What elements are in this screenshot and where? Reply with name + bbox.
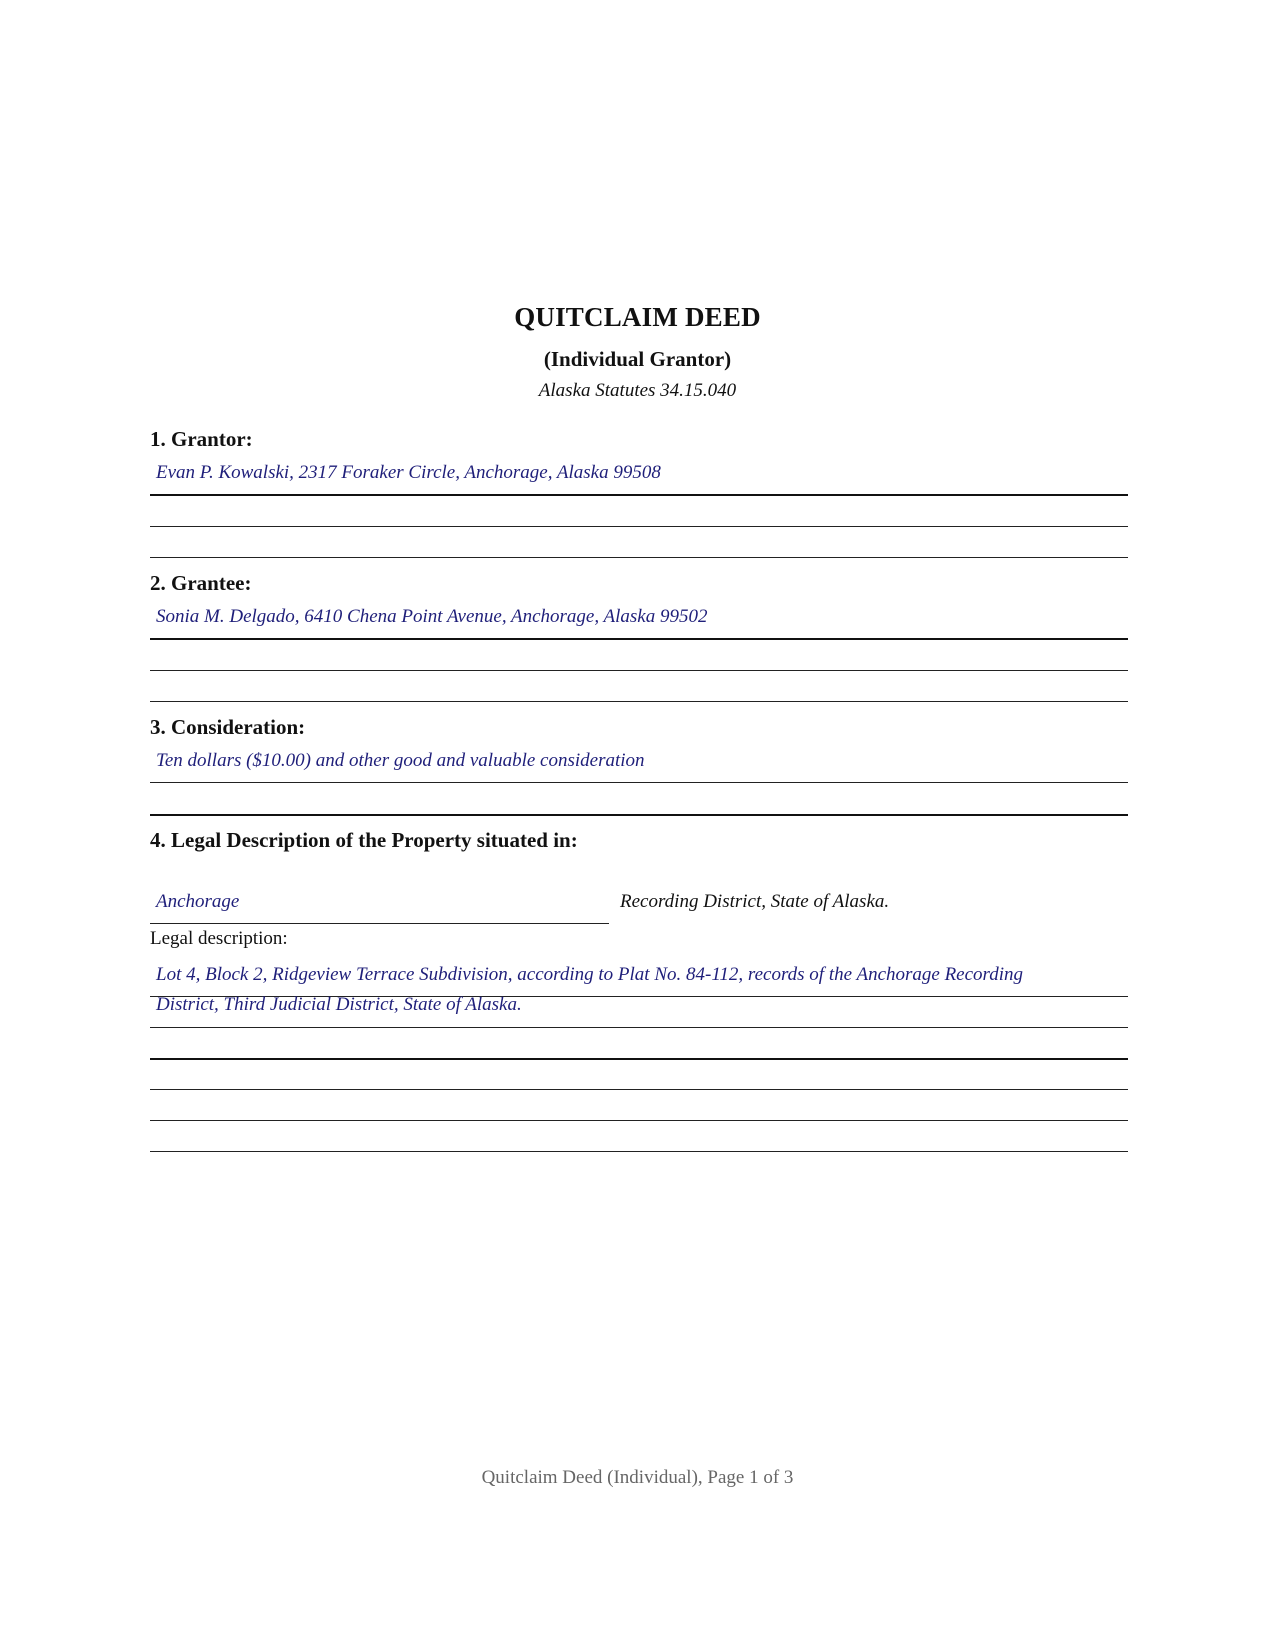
page-footer: Quitclaim Deed (Individual), Page 1 of 3 <box>481 1467 794 1488</box>
grantee-heading: 2. Grantee: <box>150 571 252 595</box>
grantor-line-1 <box>150 494 1128 496</box>
consideration-field[interactable]: Ten dollars ($10.00) and other good and valuable consideration <box>156 750 645 771</box>
document-subtitle: (Individual Grantor) <box>543 347 732 371</box>
legal-line-3 <box>150 1058 1128 1060</box>
legal-line-5 <box>150 1120 1128 1121</box>
consideration-heading: 3. Consideration: <box>150 715 306 739</box>
recording-district-line <box>150 923 609 924</box>
legal-description-label: Legal description: <box>150 928 288 949</box>
consideration-line-2 <box>150 814 1128 816</box>
legal-line-6 <box>150 1151 1128 1152</box>
grantor-heading: 1. Grantor: <box>150 427 253 451</box>
recording-district-suffix: Recording District, State of Alaska. <box>620 891 890 912</box>
legal-line-2 <box>150 1027 1128 1028</box>
grantee-line-2 <box>150 670 1128 671</box>
grantee-line-1 <box>150 638 1128 640</box>
legal-line-4 <box>150 1089 1128 1090</box>
consideration-line-1 <box>150 782 1128 783</box>
grantor-line-2 <box>150 526 1128 527</box>
grantor-line-3 <box>150 557 1128 558</box>
grantee-line-3 <box>150 701 1128 702</box>
grantee-field[interactable]: Sonia M. Delgado, 6410 Chena Point Avenue, Anchorage, Alaska 99502 <box>156 606 708 627</box>
document-title: QUITCLAIM DEED <box>514 302 761 332</box>
grantor-field[interactable]: Evan P. Kowalski, 2317 Foraker Circle, Anchorage, Alaska 99508 <box>156 462 661 483</box>
recording-district-field[interactable]: Anchorage <box>156 891 240 912</box>
legal-description-line-1[interactable]: Lot 4, Block 2, Ridgeview Terrace Subdivision, according to Plat No. 84-112, records of the Anchorage Recording <box>156 964 1024 985</box>
statute-reference: Alaska Statutes 34.15.040 <box>538 380 737 401</box>
property-heading: 4. Legal Description of the Property situated in: <box>150 828 578 852</box>
legal-description-line-2[interactable]: District, Third Judicial District, State of Alaska. <box>156 994 522 1015</box>
